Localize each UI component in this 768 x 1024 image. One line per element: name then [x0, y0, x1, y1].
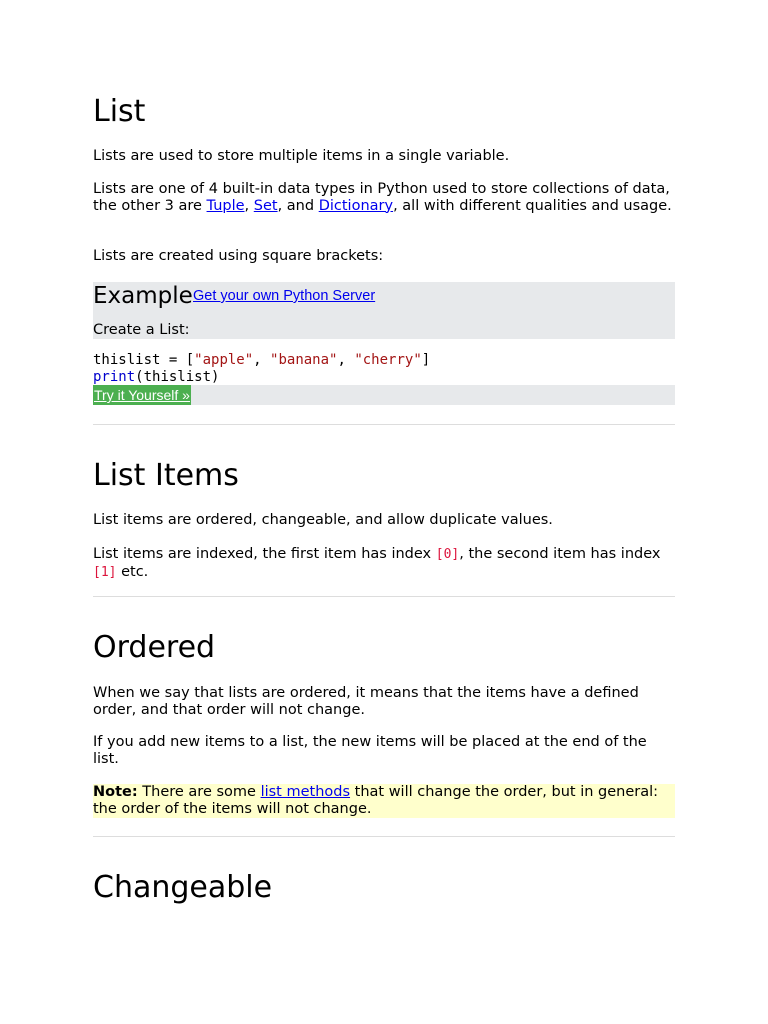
code-string: "cherry"	[354, 352, 422, 368]
note-label: Note:	[93, 784, 138, 800]
list-items-text: List items are ordered, changeable, and allow duplicate values.	[93, 512, 553, 528]
square-brackets-text: Lists are created using square brackets:	[93, 248, 384, 264]
set-link[interactable]: Set	[253, 197, 278, 214]
try-it-bar	[93, 385, 675, 405]
heading-ordered: Ordered	[93, 630, 216, 665]
heading-list-items: List Items	[93, 458, 239, 493]
ordered-text: When we say that lists are ordered, it means that the items have a defined order, and that order will not change.	[93, 685, 639, 718]
text-segment: Lists are one of 4 built-in data types in Python used to store collections of data, the other 3 are	[93, 181, 670, 214]
text-segment: List items are indexed, the first item has index	[93, 546, 436, 562]
code-token: thislist = [	[93, 352, 195, 368]
text-segment: , the second item has index	[459, 546, 661, 562]
example-box	[93, 282, 675, 339]
python-server-link[interactable]: Get your own Python Server	[193, 288, 376, 304]
dictionary-link[interactable]: Dictionary	[318, 197, 394, 214]
try-it-yourself-button[interactable]: Try it Yourself »	[94, 387, 190, 403]
text-segment: There are some	[137, 784, 261, 800]
code-token: ]	[421, 352, 431, 368]
code-token: ,	[253, 352, 271, 368]
code-token: ,	[337, 352, 355, 368]
text-segment: etc.	[116, 563, 149, 580]
inline-code: [0]	[435, 547, 460, 562]
example-title: Example	[93, 283, 193, 309]
section-divider	[93, 424, 675, 425]
note-box	[93, 784, 675, 818]
list-datatypes-text	[93, 181, 675, 214]
text-segment: that will change the order, but in general: the order of the items will not change.	[93, 784, 659, 817]
list-methods-link[interactable]: list methods	[260, 784, 351, 800]
text-segment: , and	[277, 197, 319, 214]
code-keyword: print	[93, 368, 136, 385]
example-subtitle: Create a List:	[93, 322, 190, 338]
code-token: (thislist)	[135, 368, 220, 385]
text-segment: ,	[244, 197, 254, 214]
code-string: "apple"	[194, 352, 254, 368]
heading-changeable: Changeable	[93, 870, 273, 905]
section-divider	[93, 836, 675, 837]
inline-code: [1]	[93, 564, 117, 580]
text-segment: , all with different qualities and usage.	[393, 197, 672, 214]
section-divider	[93, 596, 675, 597]
note-text	[93, 784, 675, 817]
code-string: "banana"	[270, 352, 338, 368]
tuple-link[interactable]: Tuple	[206, 197, 245, 214]
new-items-text: If you add new items to a list, the new items will be placed at the end of the list.	[93, 734, 647, 767]
list-index-text	[93, 546, 675, 581]
heading-list: List	[93, 94, 146, 129]
list-intro-text: Lists are used to store multiple items in a single variable.	[93, 148, 510, 164]
code-example	[93, 352, 675, 385]
